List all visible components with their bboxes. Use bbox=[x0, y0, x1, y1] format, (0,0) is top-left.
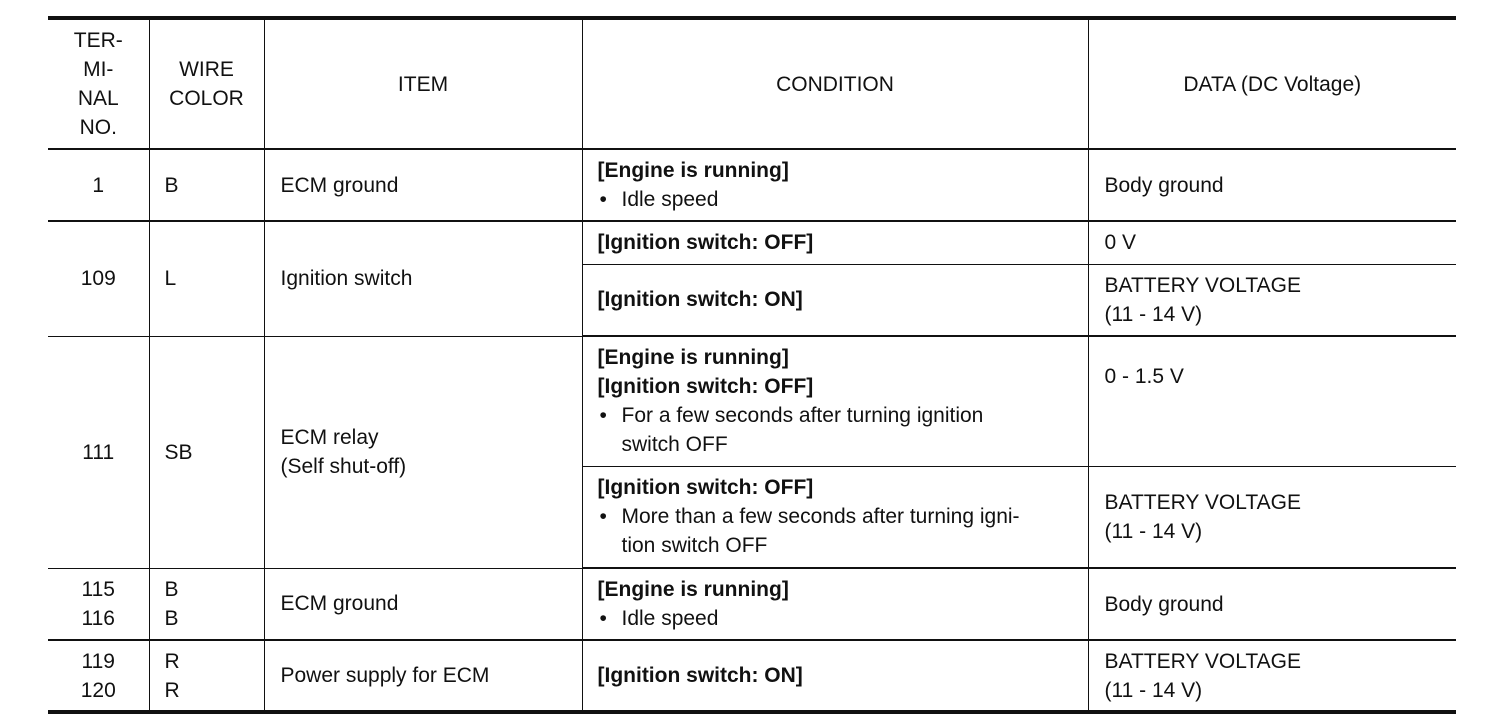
header-item: ITEM bbox=[264, 18, 582, 149]
wire-color-cell: R R bbox=[149, 640, 264, 712]
wire-color-cell: B bbox=[149, 149, 264, 221]
terminal-cell: 109 bbox=[48, 221, 149, 336]
item-cell: ECM relay (Self shut-off) bbox=[264, 336, 582, 568]
header-wire-color: WIRE COLOR bbox=[149, 18, 264, 149]
data-cell: 0 V bbox=[1088, 221, 1456, 264]
condition-bullet: • More than a few seconds after turning igni- tion switch OFF bbox=[598, 502, 1080, 560]
table-row bbox=[48, 336, 1456, 466]
condition-cell: [Ignition switch: ON] bbox=[582, 640, 1088, 712]
item-cell: Power supply for ECM bbox=[264, 640, 582, 712]
condition-cell: [Ignition switch: OFF] bbox=[582, 221, 1088, 264]
header-condition: CONDITION bbox=[582, 18, 1088, 149]
header-data: DATA (DC Voltage) bbox=[1088, 18, 1456, 149]
wire-color-cell: SB bbox=[149, 336, 264, 568]
condition-cell: [Ignition switch: ON] bbox=[582, 264, 1088, 336]
terminal-cell: 115 116 bbox=[48, 568, 149, 640]
header-terminal-no: TER- MI- NAL NO. bbox=[48, 18, 149, 149]
terminal-cell: 1 bbox=[48, 149, 149, 221]
table-row bbox=[48, 640, 1456, 712]
table-row bbox=[48, 568, 1456, 640]
data-cell: BATTERY VOLTAGE (11 - 14 V) bbox=[1088, 466, 1456, 568]
data-cell: BATTERY VOLTAGE (11 - 14 V) bbox=[1088, 264, 1456, 336]
item-cell: ECM ground bbox=[264, 149, 582, 221]
data-cell: BATTERY VOLTAGE (11 - 14 V) bbox=[1088, 640, 1456, 712]
data-cell: Body ground bbox=[1088, 568, 1456, 640]
condition-bullet: • For a few seconds after turning ignition switch OFF bbox=[598, 401, 1080, 459]
ecm-terminal-table bbox=[48, 16, 1456, 714]
data-cell: 0 - 1.5 V bbox=[1088, 336, 1456, 466]
header-row bbox=[48, 18, 1456, 149]
condition-cell: [Engine is running] [Ignition switch: OFF] • For a few seconds after turning ignition switch OFF bbox=[582, 336, 1088, 466]
condition-cell: [Ignition switch: OFF] • More than a few seconds after turning igni- tion switch OFF bbox=[582, 466, 1088, 568]
item-cell: Ignition switch bbox=[264, 221, 582, 336]
condition-cell: [Engine is running] • Idle speed bbox=[582, 568, 1088, 640]
terminal-cell: 119 120 bbox=[48, 640, 149, 712]
wire-color-cell: L bbox=[149, 221, 264, 336]
condition-cell: [Engine is running] • Idle speed bbox=[582, 149, 1088, 221]
item-cell: ECM ground bbox=[264, 568, 582, 640]
terminal-cell: 111 bbox=[48, 336, 149, 568]
table-row bbox=[48, 149, 1456, 221]
data-cell: Body ground bbox=[1088, 149, 1456, 221]
table-row bbox=[48, 221, 1456, 264]
wire-color-cell: B B bbox=[149, 568, 264, 640]
